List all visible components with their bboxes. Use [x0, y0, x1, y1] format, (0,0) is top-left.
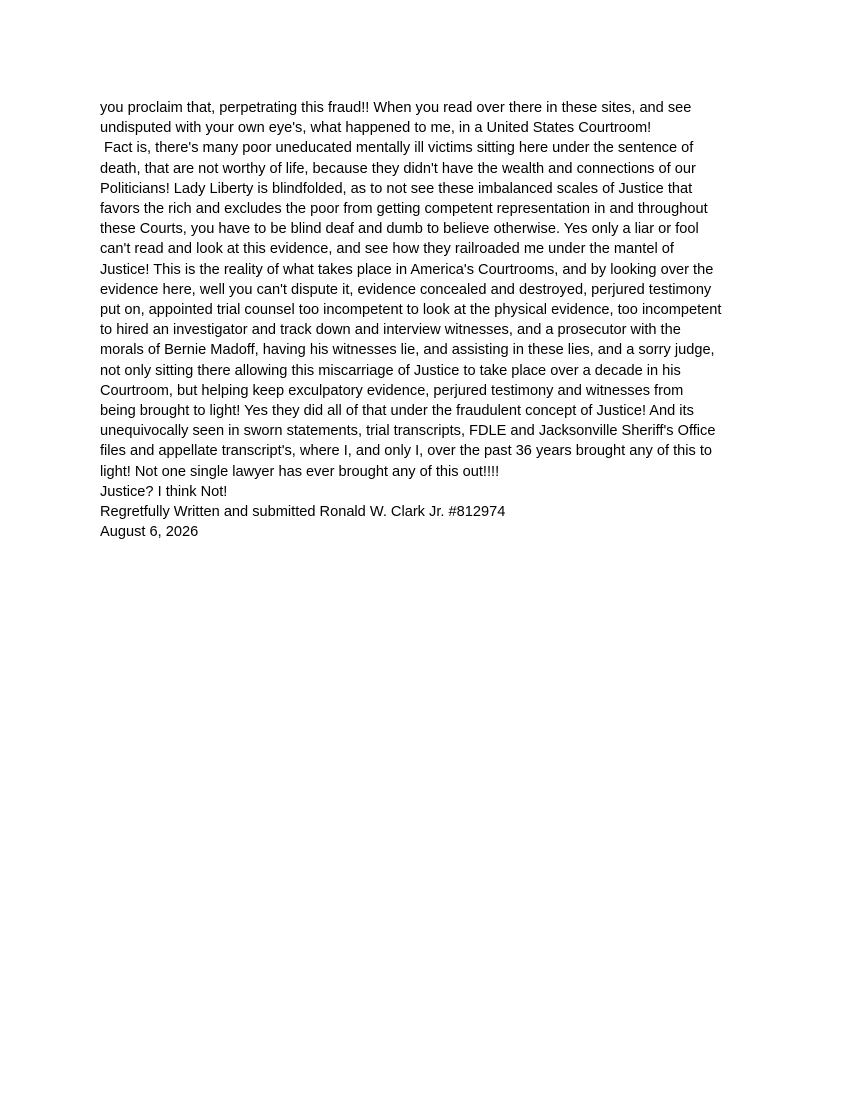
- letter-body: [100, 98, 765, 542]
- body-line: undisputed with your own eye's, what happened to me, in a United States Courtroom!: [100, 120, 652, 137]
- body-line: not only sitting there allowing this miscarriage of Justice to take place over a decade in his: [100, 362, 681, 379]
- body-line: you proclaim that, perpetrating this fraud!! When you read over there in these sites, and see: [100, 100, 692, 116]
- body-line: Politicians! Lady Liberty is blindfolded, as to not see these imbalanced scales of Justice that: [100, 180, 693, 197]
- body-line: put on, appointed trial counsel too incompetent to look at the physical evidence, too incompetent: [100, 302, 722, 319]
- body-line: being brought to light! Yes they did all of that under the fraudulent concept of Justice! And its: [100, 403, 694, 420]
- body-line: unequivocally seen in sworn statements, trial transcripts, FDLE and Jacksonville Sheriff's Office: [100, 423, 716, 440]
- body-line: files and appellate transcript's, where I, and only I, over the past 36 years brought any of this to: [100, 443, 713, 460]
- body-line: can't read and look at this evidence, and see how they railroaded me under the mantel of: [100, 241, 674, 258]
- body-line: favors the rich and excludes the poor from getting competent representation in and throughout: [100, 201, 708, 218]
- body-line: Justice! This is the reality of what takes place in America's Courtrooms, and by looking over the: [100, 261, 714, 278]
- body-line: to hired an investigator and track down and interview witnesses, and a prosecutor with the: [100, 322, 681, 339]
- body-line: evidence here, well you can't dispute it, evidence concealed and destroyed, perjured testimony: [100, 281, 712, 298]
- body-line: Fact is, there's many poor uneducated mentally ill victims sitting here under the sentence of: [100, 140, 694, 157]
- signature-line: Regretfully Written and submitted Ronald W. Clark Jr. #812974: [100, 504, 506, 521]
- body-line: morals of Bernie Madoff, having his witnesses lie, and assisting in these lies, and a sorry judge,: [100, 342, 715, 359]
- closing-line: Justice? I think Not!: [100, 483, 228, 500]
- body-line: Courtroom, but helping keep exculpatory evidence, perjured testimony and witnesses from: [100, 382, 684, 399]
- body-line: light! Not one single lawyer has ever brought any of this out!!!!: [100, 463, 500, 480]
- body-line: death, that are not worthy of life, because they didn't have the wealth and connections of our: [100, 160, 696, 177]
- body-line: these Courts, you have to be blind deaf and dumb to believe otherwise. Yes only a liar or fool: [100, 221, 699, 238]
- date-line: August 6, 2026: [100, 524, 199, 541]
